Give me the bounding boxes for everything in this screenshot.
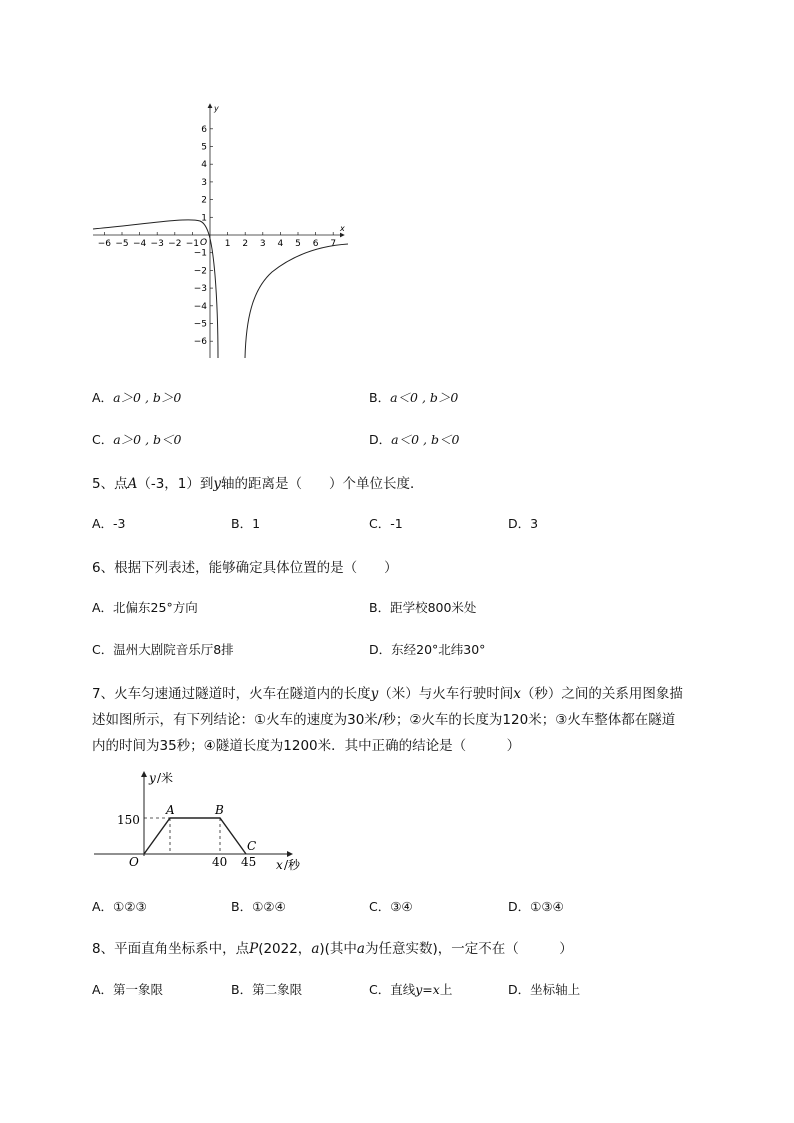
q5-stem: 5、点A（-3，1）到y轴的距离是（ ）个单位长度． <box>92 476 424 492</box>
option-text: a＜0 , b＞0 <box>390 390 459 405</box>
y-axis-label: y <box>214 104 219 113</box>
q4-option-c[interactable] <box>92 430 182 448</box>
value-150: 150 <box>117 813 140 827</box>
q5-option-d[interactable]: D．3 <box>508 516 539 531</box>
x-tick-label: −5 <box>115 239 129 249</box>
y-tick-label: −5 <box>193 319 207 330</box>
train-tunnel-graph <box>90 764 330 876</box>
q7-option-c[interactable]: C．③④ <box>369 899 413 914</box>
q7-stem-line2: 述如图所示，有下列结论：①火车的速度为30米/秒；②火车的长度为120米；③火车整体都在隧道 <box>92 712 676 728</box>
q7-option-d[interactable]: D．①③④ <box>508 899 564 914</box>
x-tick-label: 7 <box>330 239 337 249</box>
option-text: a＜0 , b＜0 <box>391 432 460 447</box>
y-label-unit: /米 <box>157 771 174 785</box>
value-40: 40 <box>212 855 228 869</box>
q7-option-b[interactable]: B．①②④ <box>231 899 286 914</box>
y-label-y: y <box>149 771 156 785</box>
x-tick-label: 6 <box>312 239 319 249</box>
y-tick-label: 6 <box>201 124 207 135</box>
q6-option-c[interactable]: C．温州大剧院音乐厅8排 <box>92 642 234 657</box>
option-prefix: D． <box>369 432 392 447</box>
origin-label: O <box>129 855 139 869</box>
q4-option-a[interactable] <box>92 388 181 406</box>
graph-polyline <box>144 818 246 854</box>
point-c-label: C <box>247 839 257 853</box>
q4-option-b[interactable] <box>369 388 458 406</box>
y-tick-label: 5 <box>201 142 207 153</box>
x-tick-label: 3 <box>259 239 266 249</box>
q5-option-b[interactable]: B．1 <box>231 516 261 531</box>
option-prefix: B． <box>369 390 391 405</box>
x-label-unit: /秒 <box>284 858 301 872</box>
y-tick-label: 4 <box>201 160 207 171</box>
x-label-x: x <box>276 858 283 872</box>
option-text: a＞0 , b＜0 <box>113 432 182 447</box>
y-tick-label: −1 <box>193 248 207 259</box>
y-tick-label: −2 <box>193 266 207 277</box>
q8-stem: 8、平面直角坐标系中，点P(2022，a)(其中a为任意实数)，一定不在（ ） <box>92 941 573 957</box>
point-a-label: A <box>166 803 175 817</box>
function-graph <box>88 98 358 360</box>
y-tick-label: −6 <box>193 337 207 348</box>
y-tick-label: −4 <box>193 301 207 312</box>
q8-option-b[interactable]: B．第二象限 <box>231 982 303 997</box>
q8-option-d[interactable]: D．坐标轴上 <box>508 982 581 997</box>
q7-stem-line1: 7、火车匀速通过隧道时，火车在隧道内的长度y（米）与火车行驶时间x（秒）之间的关系用图象描 <box>92 686 683 702</box>
value-45: 45 <box>241 855 257 869</box>
x-axis-label: x <box>340 224 345 233</box>
option-prefix: A． <box>92 390 114 405</box>
x-tick-label: −6 <box>97 239 112 249</box>
x-tick-label: 1 <box>224 239 231 249</box>
q7-option-a[interactable]: A．①②③ <box>92 899 147 914</box>
x-tick-label: 2 <box>242 239 249 249</box>
x-tick-label: 4 <box>277 239 284 249</box>
q7-stem-line3: 内的时间为35秒；④隧道长度为1200米．其中正确的结论是（ ） <box>92 738 521 754</box>
origin-label: O <box>200 238 208 248</box>
q6-stem: 6、根据下列表述，能够确定具体位置的是（ ） <box>92 560 398 576</box>
q4-option-d[interactable] <box>369 430 459 448</box>
x-tick-label: 5 <box>295 239 301 249</box>
q6-option-b[interactable]: B．距学校800米处 <box>369 600 477 615</box>
x-tick-label: −2 <box>168 239 182 249</box>
point-b-label: B <box>215 803 224 817</box>
y-tick-label: 3 <box>201 177 207 188</box>
q8-option-c[interactable]: C．直线y=x上 <box>369 982 453 997</box>
option-prefix: C． <box>92 432 114 447</box>
q5-option-c[interactable]: C．-1 <box>369 516 403 531</box>
x-tick-label: −4 <box>132 239 147 249</box>
x-tick-label: −3 <box>150 239 164 249</box>
q5-option-a[interactable]: A．-3 <box>92 516 126 531</box>
y-tick-label: −3 <box>193 284 207 295</box>
option-text: a＞0 , b＞0 <box>113 390 182 405</box>
q6-option-a[interactable]: A．北偏东25°方向 <box>92 600 198 615</box>
y-tick-label: 2 <box>201 195 207 206</box>
curve-right-branch <box>245 244 348 358</box>
q8-option-a[interactable]: A．第一象限 <box>92 982 164 997</box>
q6-option-d[interactable]: D．东经20°北纬30° <box>369 642 486 657</box>
x-tick-label: −1 <box>185 239 200 249</box>
y-tick-label: 1 <box>201 213 207 224</box>
